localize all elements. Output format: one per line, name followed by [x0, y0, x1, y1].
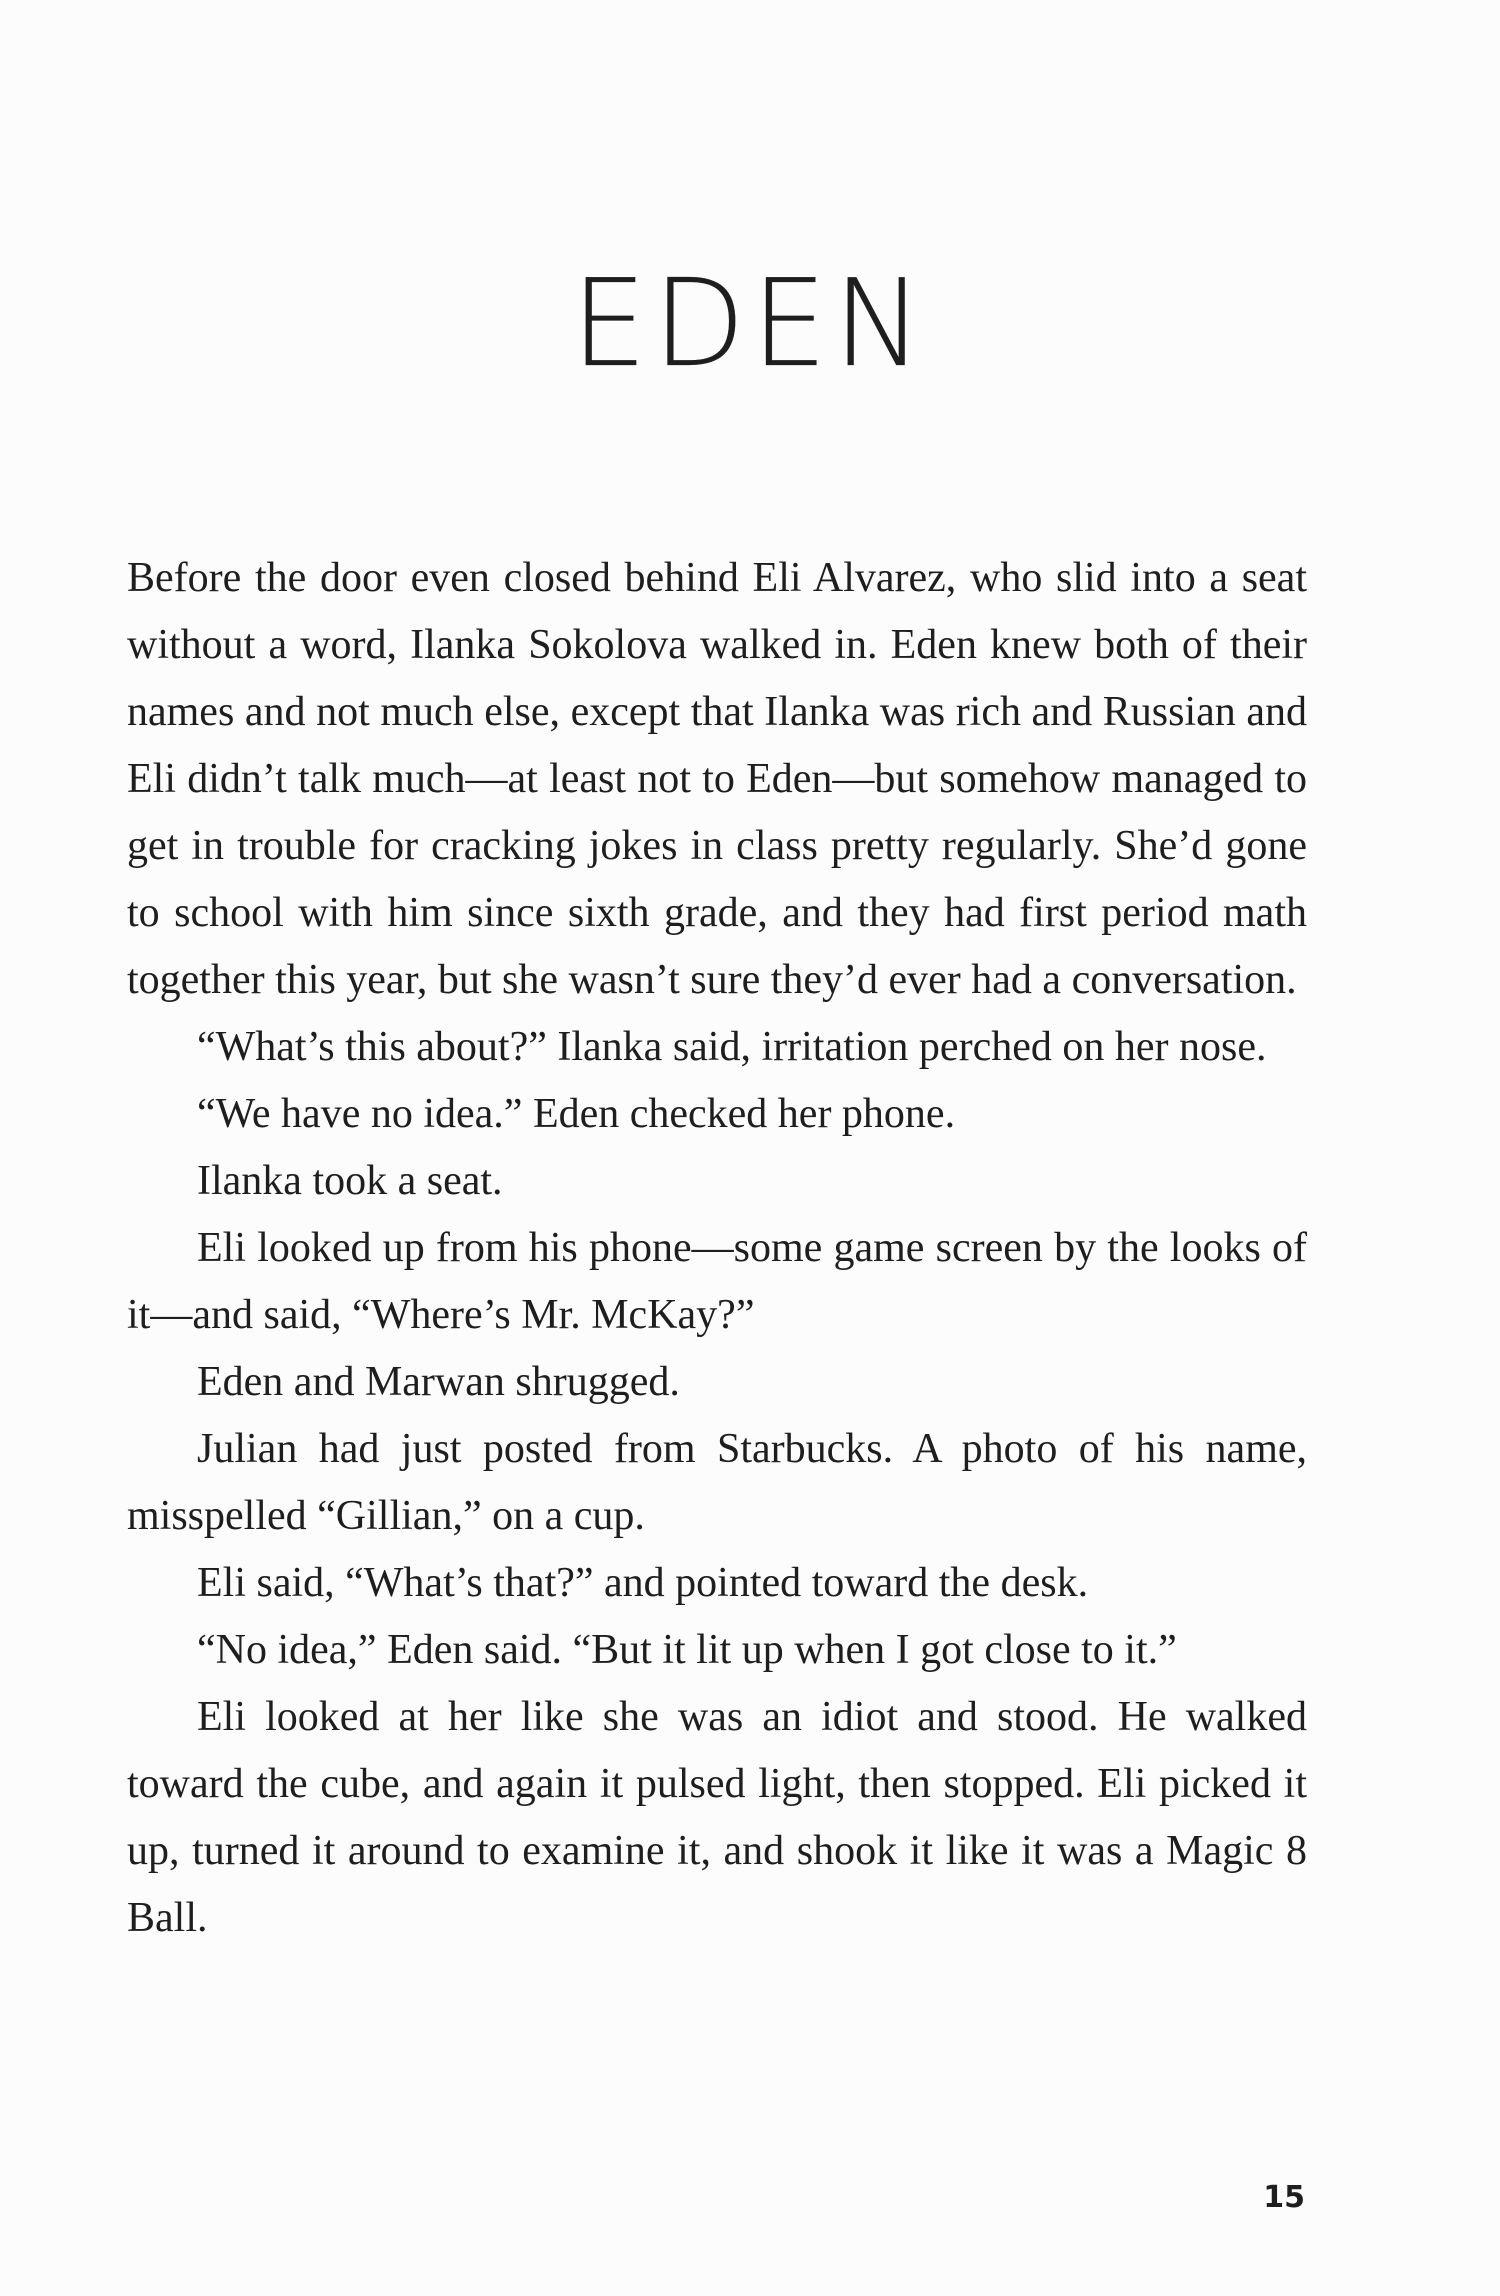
paragraph: “No idea,” Eden said. “But it lit up when I got close to it.” [197, 1627, 1177, 1673]
paragraph: Ilanka took a seat. [197, 1158, 503, 1204]
paragraph: Julian had just posted from Starbucks. A photo of his name, misspelled “Gillian,” on a cup. [127, 1426, 1307, 1539]
chapter-title: EDEN [571, 255, 929, 394]
paragraph: Eden and Marwan shrugged. [197, 1359, 680, 1405]
paragraph: “We have no idea.” Eden checked her phone. [197, 1091, 956, 1137]
body-text [127, 545, 1307, 1952]
paragraph: “What’s this about?” Ilanka said, irritation perched on her nose. [197, 1024, 1267, 1070]
page-number: 15 [1263, 2180, 1305, 2215]
paragraph: Eli looked up from his phone—some game screen by the looks of it—and said, “Where’s Mr. McKay?” [127, 1225, 1307, 1338]
paragraph: Eli said, “What’s that?” and pointed toward the desk. [197, 1560, 1089, 1606]
paragraph: Eli looked at her like she was an idiot and stood. He walked toward the cube, and again it pulsed light, then stopped. Eli picked it up, turned it around to examine it, and shook it like it was a Magic 8 Ball. [127, 1694, 1307, 1941]
paragraph: Before the door even closed behind Eli Alvarez, who slid into a seat without a word, Ilanka Sokolova walked in. Eden knew both of their names and not much else, except that Ilanka was rich and Russian and Eli didn’t talk much—at least not to Eden—but somehow managed to get in trouble for cracking jokes in class pretty regularly. She’d gone to school with him since sixth grade, and they had first period math together this year, but she wasn’t sure they’d ever had a conversation. [127, 555, 1307, 1003]
